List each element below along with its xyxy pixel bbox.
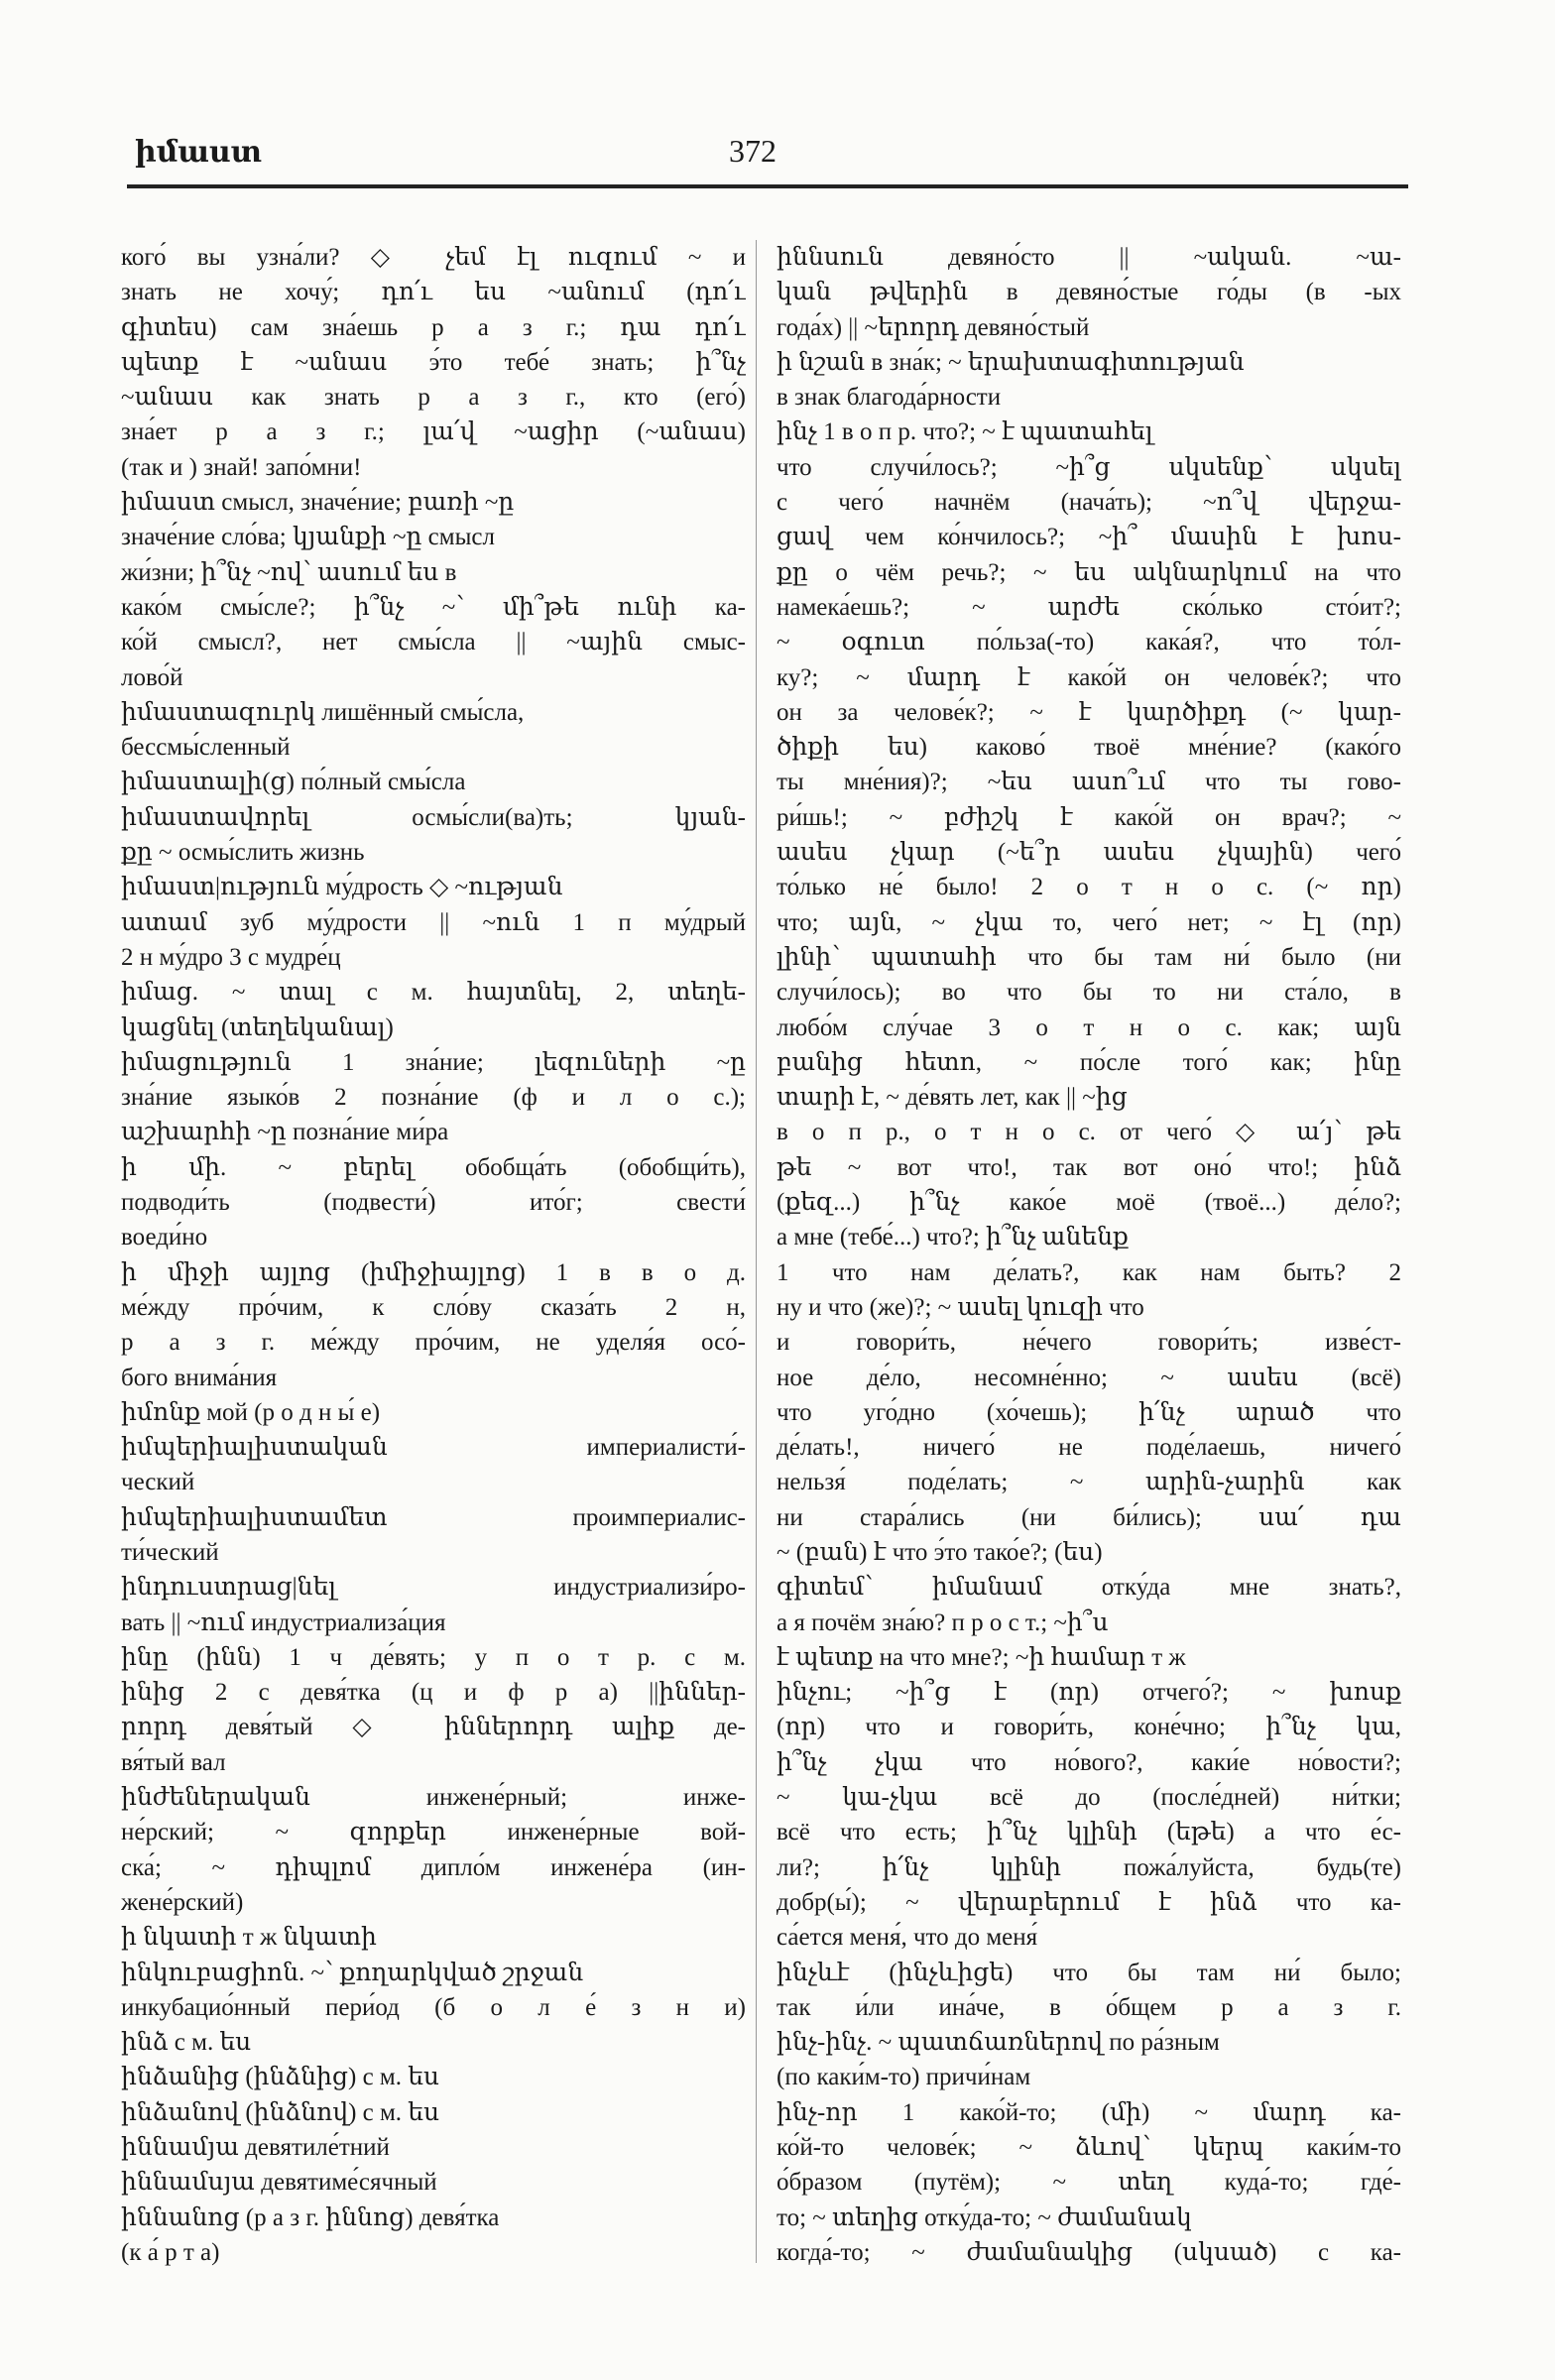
text-line: իմաստ|ություն му́дрость ◇ ~ության	[121, 874, 563, 901]
text-line: что уго́дно (хо́чешь); ի՛նչ արած что	[777, 1398, 1401, 1426]
text-line: ну и что (же)?; ~ ասել կուզի что	[777, 1293, 1144, 1321]
text-line: ко́й-то челове́к; ~ ձևով՝ կերպ каки́м-то	[777, 2134, 1401, 2162]
text-line: ти́ческий	[121, 1538, 219, 1566]
text-line: бого внима́ния	[121, 1364, 278, 1391]
text-line: ни стара́лись (ни би́лись); սա՛ դա	[777, 1503, 1401, 1531]
text-line: жи́зни; ի՞նչ ~ով՝ ասում ես в	[121, 558, 457, 586]
text-line: իննանոց (р а з г. իննոց) девя́тка	[121, 2203, 500, 2231]
text-line: ку?; ~ մարդ է како́й он челове́к?; что	[777, 663, 1401, 691]
text-line: ное де́ло, несомне́нно; ~ ասես (всё)	[777, 1364, 1401, 1391]
text-line: то; ~ տեղից отку́да-то; ~ ժամանակ	[777, 2203, 1192, 2231]
text-line: ինչու; ~ի՞ց է (որ) отчего́?; ~ խոսք	[777, 1679, 1401, 1707]
text-line: подводи́ть (подвести́) ито́г; свести́	[121, 1189, 746, 1217]
text-line: ասես չկար (~ե՞ր ասես չկային) чего́	[777, 839, 1401, 867]
text-line: са́ется меня́, что до меня́	[777, 1924, 1038, 1952]
text-line: ко́й смысл?, нет смы́сла || ~ային смыс-	[121, 629, 746, 656]
text-line: де́лать!, ничего́ не поде́лаешь, ничего́	[777, 1434, 1401, 1462]
text-line: бессмы́сленный	[121, 734, 291, 762]
text-line: քը ~ осмы́слить жизнь	[121, 839, 365, 867]
text-line: ри́шь!; ~ բժիշկ է како́й он врач?; ~	[777, 803, 1401, 831]
text-line: ինչ 1 в о п р. что?; ~ է պատահել	[777, 418, 1153, 446]
text-line: зна́ет р а з г.; լա՛վ ~ացիր (~անաս)	[121, 418, 746, 446]
text-line: ի մի. ~ բերել обобща́ть (обобщи́ть),	[121, 1153, 746, 1181]
text-line: իննամյա девятиле́тний	[121, 2134, 390, 2162]
text-line: իննամսյա девятиме́сячный	[121, 2169, 437, 2197]
text-line: իմաստավորել осмы́сли(ва)ть; կյան-	[121, 803, 746, 831]
text-line: что случи́лось?; ~ի՞ց սկսենք՝ սկսել	[777, 453, 1401, 481]
header-rule	[127, 184, 1408, 188]
text-line: так и́ли ина́че, в о́бщем р а з г.	[777, 1993, 1401, 2021]
text-line: ծիքի ես) каково́ твоё мне́ние? (како́го	[777, 734, 1401, 762]
text-line: в знак благода́рности	[777, 384, 1002, 412]
text-line: ли?; ի՛նչ կլինի пожа́луйста, будь(те)	[777, 1853, 1401, 1881]
text-line: ի միջի այլոց (իմիջիայլոց) 1 в в о д.	[121, 1258, 746, 1286]
text-line: 1 что нам де́лать?, как нам быть? 2	[777, 1258, 1401, 1286]
text-line: когда́-то; ~ ժամանակից (սկսած) с ка-	[777, 2238, 1401, 2266]
text-line: ~ (բան) է что э́то тако́е?; (ես)	[777, 1538, 1103, 1566]
text-line: знать не хочу́; դո՛ւ ես ~անում (դո՛ւ	[121, 279, 746, 306]
text-line: իմաստ смысл, значе́ние; բառի ~ը	[121, 489, 515, 517]
text-line: вать || ~ում индустриализа́ция	[121, 1608, 446, 1636]
text-line: ինչ-ինչ. ~ պատճառներով по ра́зным	[777, 2029, 1220, 2057]
text-line: իմպերիալիստամետ проимпериалис-	[121, 1503, 746, 1531]
text-line: о́бразом (путём); ~ տեղ куда́-то; где́-	[777, 2169, 1401, 2197]
text-line: րորդ девя́тый ◇ իններորդ ալիք де-	[121, 1714, 746, 1741]
text-line: կան թվերին в девяно́стые го́ды (в -ых	[777, 279, 1401, 306]
text-line: ты мне́ния)?; ~ես ասո՞ւմ что ты гово-	[777, 769, 1401, 796]
text-line: (քեզ...) ի՞նչ како́е моё (твоё...) де́ло?;	[777, 1189, 1401, 1217]
text-line: добр(ы́); ~ վերաբերում է ինձ что ка-	[777, 1888, 1401, 1916]
text-line: իմացություն 1 зна́ние; լեզուների ~ը	[121, 1048, 746, 1076]
text-line: ~ կա-չկա всё до (после́дней) ни́тки;	[777, 1784, 1401, 1812]
text-line: ска́; ~ դիպլոմ дипло́м инжене́ра (ин-	[121, 1853, 746, 1881]
text-line: տարի է, ~ де́вять лет, как || ~ից	[777, 1084, 1128, 1112]
text-line: любо́м слу́чае 3 о т н о с. как; այն	[777, 1013, 1401, 1041]
text-line: ческий	[121, 1469, 195, 1496]
text-line: како́м смы́сле?; ի՞նչ ~՝ մի՞թե ունի ка-	[121, 593, 746, 621]
running-head: իմաստ	[135, 136, 262, 169]
text-line: то́лько не́ было! 2 о т н о с. (~ որ)	[777, 874, 1401, 901]
column-divider	[756, 240, 757, 2263]
text-line: ինկուբացիոն. ~՝ քողարկված շրջան	[121, 1959, 584, 1986]
text-line: (որ) что и говори́ть, коне́чно; ի՞նչ կա,	[777, 1714, 1401, 1741]
text-line: значе́ние сло́ва; կյանքի ~ը смысл	[121, 524, 495, 551]
text-line: գիտեմ՝ իմանամ отку́да мне знать?,	[777, 1574, 1401, 1602]
right-column	[777, 240, 1401, 2270]
text-line: քը о чём речь?; ~ ես ակնարկում на что	[777, 558, 1401, 586]
text-line: года́х) || ~երորդ девяно́стый	[777, 313, 1090, 341]
text-line: и говори́ть, не́чего говори́ть; изве́ст-	[777, 1329, 1401, 1357]
text-line: всё что есть; ի՞նչ կլինի (եթե) а что е́с-	[777, 1819, 1401, 1846]
text-line: (по каки́м-то) причи́нам	[777, 2064, 1031, 2091]
text-line: իմաց. ~ տալ с м. հայտնել, 2, տեղե-	[121, 979, 746, 1007]
text-line: он за челове́к?; ~ է կարծիքդ (~ կար-	[777, 698, 1401, 726]
text-line: а я почём зна́ю? п р о с т.; ~ի՞ս	[777, 1608, 1109, 1636]
text-line: ինչ-որ 1 како́й-то; (մի) ~ մարդ ка-	[777, 2098, 1401, 2126]
text-line: է պետք на что мне?; ~ի համար т ж	[777, 1643, 1186, 1671]
text-line: ~անաս как знать р а з г., кто (его́)	[121, 384, 746, 412]
text-line: что; այն, ~ չկա то, чего́ нет; ~ էլ (որ)	[777, 908, 1401, 936]
text-line: լինի՝ պատահի что бы там ни́ было (ни	[777, 943, 1401, 971]
text-line: инкубацио́нный пери́од (б о л е́ з н и)	[121, 1993, 746, 2021]
text-line: ի՞նչ չկա что но́вого?, каки́е но́вости?;	[777, 1748, 1401, 1776]
text-line: ինձանից (ինձնից) с м. ես	[121, 2064, 440, 2091]
text-line: кого́ вы узна́ли? ◇ չեմ էլ ուզում ~ и	[121, 244, 746, 271]
text-line: բանից հետո, ~ по́сле того́ как; ինը	[777, 1048, 1401, 1076]
text-line: ի նշան в зна́к; ~ երախտագիտության	[777, 348, 1245, 376]
text-line: жене́рский)	[121, 1888, 244, 1916]
text-line: ме́жду про́чим, к сло́ву сказа́ть 2 н,	[121, 1293, 746, 1321]
text-line: случи́лось); во что бы то ни ста́ло, в	[777, 979, 1401, 1007]
text-line: կացնել (տեղեկանալ)	[121, 1013, 394, 1041]
text-line: вя́тый вал	[121, 1748, 226, 1776]
page-number: 372	[729, 133, 777, 169]
text-line: աշխարհի ~ը позна́ние ми́ра	[121, 1119, 449, 1146]
text-line: իմպերիալիստական империалисти́-	[121, 1434, 746, 1462]
text-line: намека́ешь?; ~ արժե ско́лько сто́ит?;	[777, 593, 1401, 621]
text-line: իմաստազուրկ лишённый смы́сла,	[121, 698, 525, 726]
text-line: իննսուն девяно́сто || ~ական. ~ա-	[777, 244, 1401, 271]
text-line: իմոնք мой (р о д н ы́ е)	[121, 1398, 381, 1426]
text-line: պետք է ~անաս э́то тебе́ знать; ի՞նչ	[121, 348, 746, 376]
text-line: (к а́ р т а)	[121, 2238, 220, 2266]
text-line: в о п р., о т н о с. от чего́ ◇ ա՛յ՝ թե	[777, 1119, 1401, 1146]
text-line: ինը (ինն) 1 ч де́вять; у п о т р. с м.	[121, 1643, 746, 1671]
text-line: воеди́но	[121, 1224, 208, 1251]
text-line: թե ~ вот что!, так вот оно́ что!; ինձ	[777, 1153, 1401, 1181]
text-line: ինձանով (ինձնով) с м. ես	[121, 2098, 440, 2126]
text-line: ցավ чем ко́нчилось?; ~ի՞ մասին է խոս-	[777, 524, 1401, 551]
text-line: лово́й	[121, 663, 183, 691]
text-line: не́рский; ~ զորքեր инжене́рные вой-	[121, 1819, 746, 1846]
text-line: нельзя́ поде́лать; ~ արին-չարին как	[777, 1469, 1401, 1496]
text-line: ինչևէ (ինչևիցե) что бы там ни́ было;	[777, 1959, 1401, 1986]
text-line: ի նկատի т ж նկատի	[121, 1924, 377, 1952]
text-line: (так и ) знай! запо́мни!	[121, 453, 362, 481]
text-line: с чего́ начнём (нача́ть); ~ո՞վ վերջա-	[777, 489, 1401, 517]
text-line: р а з г. ме́жду про́чим, не уделя́я осо́-	[121, 1329, 746, 1357]
text-line: ինժեներական инжене́рный; инже-	[121, 1784, 746, 1812]
text-line: ատամ зуб му́дрости || ~ուն 1 п му́дрый	[121, 908, 746, 936]
text-line: ինդուստրաց|նել индустриализи́ро-	[121, 1574, 746, 1602]
text-line: 2 н му́дро 3 с мудре́ц	[121, 943, 341, 971]
text-line: իմաստալի(ց) по́лный смы́сла	[121, 769, 466, 796]
text-line: зна́ние языко́в 2 позна́ние (ф и л о с.);	[121, 1084, 746, 1112]
left-column	[121, 240, 746, 2270]
text-line: а мне (тебе́...) что?; ի՞նչ անենք	[777, 1224, 1129, 1251]
text-line: գիտես) сам зна́ешь р а з г.; դա դո՛ւ	[121, 313, 746, 341]
text-line: ~ օգուտ по́льза(-то) кака́я?, что то́л-	[777, 629, 1401, 656]
text-line: ինից 2 с девя́тка (ц и ф р а) ||իններ-	[121, 1679, 746, 1707]
text-line: ինձ с м. ես	[121, 2029, 252, 2057]
